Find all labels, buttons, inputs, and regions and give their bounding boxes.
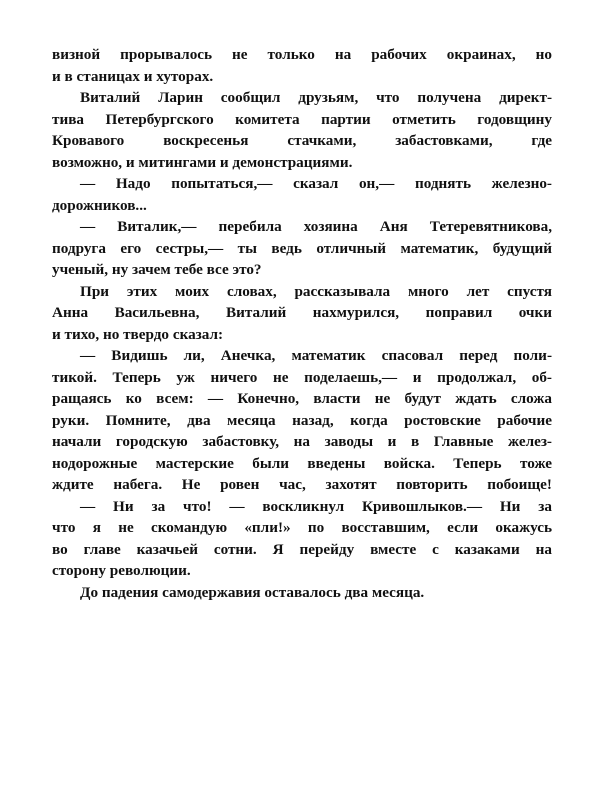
- text-line: — Видишь ли, Анечка, математик спасовал перед поли-: [80, 347, 552, 364]
- text-line: нодорожные мастерские были введены войска. Теперь тоже: [52, 454, 552, 472]
- text-line: что я не скомандую «пли!» по восставшим, если окажусь: [52, 519, 552, 536]
- text-line: и в станицах и хуторах.: [52, 67, 214, 85]
- text-line: руки. Помните, два месяца назад, когда ростовские рабочие: [52, 411, 552, 429]
- text-line: ждите набега. Не ровен час, захотят повторить побоище!: [52, 476, 552, 493]
- text-line: ученый, ну зачем тебе все это?: [52, 261, 262, 278]
- text-line: дорожников...: [52, 196, 147, 214]
- text-line: подруга его сестры,— ты ведь отличный математик, будущий: [52, 239, 552, 257]
- body-text: [52, 44, 552, 603]
- text-line: и тихо, но твердо сказал:: [52, 325, 224, 343]
- text-line: Виталий Ларин сообщил друзьям, что получена директ-: [80, 89, 552, 106]
- text-line: сторону революции.: [52, 562, 191, 579]
- text-line: во главе казачьей сотни. Я перейду вместе с казаками на: [52, 540, 552, 558]
- text-line: — Виталик,— перебила хозяина Аня Тетеревятникова,: [80, 218, 552, 235]
- text-line: возможно, и митингами и демонстрациями.: [52, 153, 353, 171]
- text-line: — Надо попытаться,— сказал он,— поднять железно-: [80, 175, 552, 192]
- text-line: тикой. Теперь уж ничего не поделаешь,— и продолжал, об-: [52, 368, 552, 386]
- text-line: Кровавого воскресенья стачками, забастовками, где: [52, 132, 552, 149]
- text-line: визной прорывалось не только на рабочих окраинах, но: [52, 46, 552, 63]
- text-line: тива Петербургского комитета партии отметить годовщину: [52, 110, 552, 128]
- text-line: Анна Васильевна, Виталий нахмурился, поправил очки: [52, 304, 552, 321]
- text-line: При этих моих словах, рассказывала много лет спустя: [80, 282, 552, 300]
- text-line: — Ни за что! — воскликнул Кривошлыков.— Ни за: [80, 497, 552, 515]
- text-line: До падения самодержавия оставалось два месяца.: [80, 583, 425, 601]
- text-line: начали городскую забастовку, на заводы и в Главные желез-: [52, 433, 552, 450]
- text-line: ращаясь ко всем: — Конечно, власти не будут ждать сложа: [52, 390, 552, 407]
